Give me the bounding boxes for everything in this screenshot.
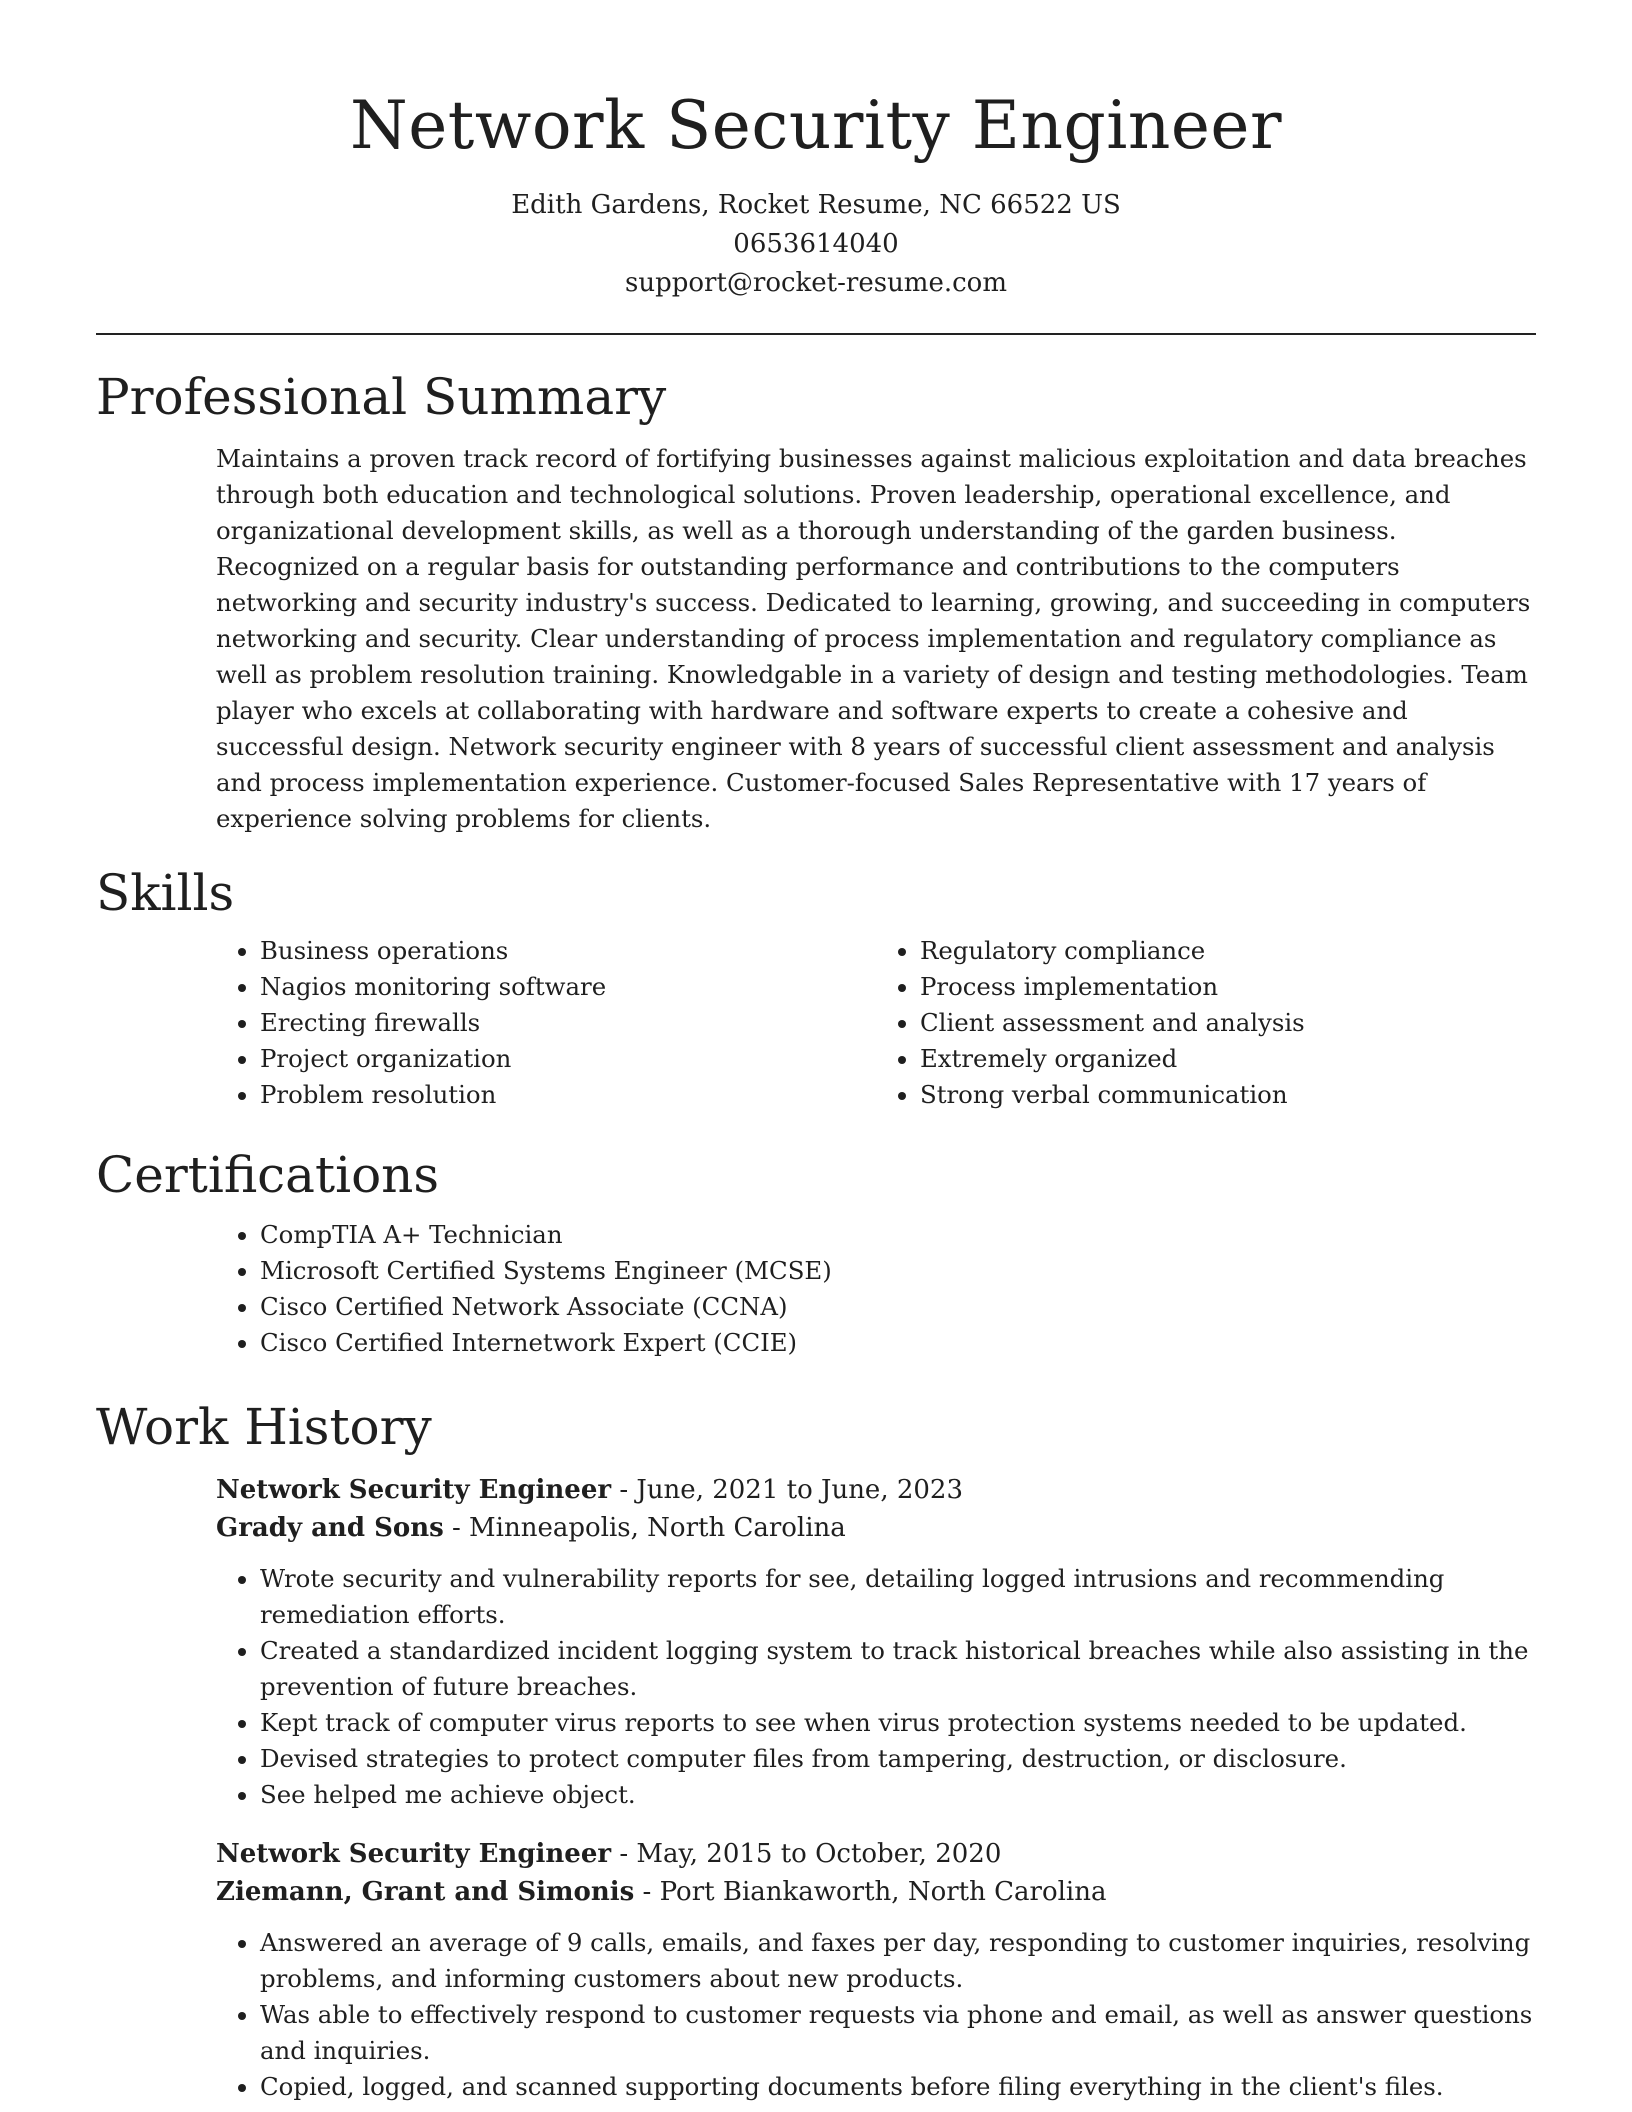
job-duty: • Kept track of computer virus reports to see when virus protection systems needed to be updated. — [260, 1705, 1536, 1741]
job-title-line — [216, 1835, 1536, 1873]
skills-columns — [216, 933, 1536, 1113]
skill-item: • Strong verbal communication — [920, 1077, 1536, 1113]
contact-address: Edith Gardens, Rocket Resume, NC 66522 US — [511, 190, 1121, 220]
certification-item: • Cisco Certified Network Associate (CCNA) — [260, 1289, 1536, 1325]
certifications-heading: Certifications — [96, 1146, 440, 1204]
job-dates: - May, 2015 to October, 2020 — [611, 1839, 1002, 1869]
job-duty: • See helped me achieve object. — [260, 1777, 1536, 1813]
job-duties-list — [216, 1925, 1536, 2105]
page-title: Network Security Engineer — [350, 87, 1282, 164]
skill-item: • Process implementation — [920, 969, 1536, 1005]
job-location: - Minneapolis, North Carolina — [443, 1513, 846, 1543]
skill-item: • Regulatory compliance — [920, 933, 1536, 969]
job-duty: • Devised strategies to protect computer files from tampering, destruction, or disclosure. — [260, 1741, 1536, 1777]
skills-section — [96, 861, 1536, 1113]
work-history-heading: Work History — [96, 1398, 432, 1456]
skill-item: • Erecting firewalls — [260, 1005, 876, 1041]
skills-list-right — [876, 933, 1536, 1113]
contact-block — [96, 186, 1536, 303]
header-divider — [96, 333, 1536, 335]
job-company-line — [216, 1509, 1536, 1547]
certification-item: • Cisco Certified Internetwork Expert (CCIE) — [260, 1325, 1536, 1361]
skill-item: • Problem resolution — [260, 1077, 876, 1113]
skill-item: • Nagios monitoring software — [260, 969, 876, 1005]
job-title: Network Security Engineer — [216, 1475, 612, 1505]
job-duty: • Created a standardized incident logging system to track historical breaches while also assisting in the prevention of future breaches. — [260, 1633, 1536, 1705]
job-company: Ziemann, Grant and Simonis — [216, 1877, 635, 1907]
summary-section — [96, 365, 1536, 837]
job-duty: • Was able to effectively respond to customer requests via phone and email, as well as answer questions and inquiries. — [260, 1997, 1536, 2069]
job-title: Network Security Engineer — [216, 1839, 612, 1869]
certification-item: • CompTIA A+ Technician — [260, 1217, 1536, 1253]
job-entry — [216, 1471, 1536, 1813]
skills-list-left — [216, 933, 876, 1113]
job-duty: • Copied, logged, and scanned supporting documents before filing everything in the client's files. — [260, 2069, 1536, 2105]
contact-phone: 0653614040 — [733, 229, 899, 259]
job-title-line — [216, 1471, 1536, 1509]
certification-item: • Microsoft Certified Systems Engineer (MCSE) — [260, 1253, 1536, 1289]
contact-email: support@rocket-resume.com — [624, 268, 1007, 298]
job-duty: • Answered an average of 9 calls, emails, and faxes per day, responding to customer inquiries, resolving problems, and informing customers about new products. — [260, 1925, 1536, 1997]
certifications-section — [96, 1143, 1536, 1361]
certifications-list — [216, 1217, 1536, 1361]
job-dates: - June, 2021 to June, 2023 — [611, 1475, 964, 1505]
certifications-block — [216, 1217, 1536, 1361]
summary-heading: Professional Summary — [96, 368, 667, 426]
job-duties-list — [216, 1561, 1536, 1813]
job-company: Grady and Sons — [216, 1513, 444, 1543]
skill-item: • Extremely organized — [920, 1041, 1536, 1077]
skill-item: • Client assessment and analysis — [920, 1005, 1536, 1041]
skill-item: • Business operations — [260, 933, 876, 969]
job-entry — [216, 1835, 1536, 2105]
resume-header — [96, 0, 1536, 303]
work-history-section — [96, 1395, 1536, 2105]
job-company-line — [216, 1873, 1536, 1911]
job-duty: • Wrote security and vulnerability reports for see, detailing logged intrusions and recommending remediation efforts. — [260, 1561, 1536, 1633]
job-location: - Port Biankaworth, North Carolina — [634, 1877, 1107, 1907]
skills-heading: Skills — [96, 864, 235, 922]
skill-item: • Project organization — [260, 1041, 876, 1077]
summary-text: Maintains a proven track record of fortifying businesses against malicious exploitation and data breaches through both education and technological solutions. Proven leadership, operational excellence, and organizational development skills, as well as a thorough understanding of the garden business. Recognized on a regular basis for outstanding performance and contributions to the computers networking and security industry's success. Dedicated to learning, growing, and succeeding in computers networking and security. Clear understanding of process implementation and regulatory compliance as well as problem resolution training. Knowledgable in a variety of design and testing methodologies. Team player who excels at collaborating with hardware and software experts to create a cohesive and successful design. Network security engineer with 8 years of successful client assessment and analysis and process implementation experience. Customer-focused Sales Representative with 17 years of experience solving problems for clients. — [216, 444, 1531, 833]
